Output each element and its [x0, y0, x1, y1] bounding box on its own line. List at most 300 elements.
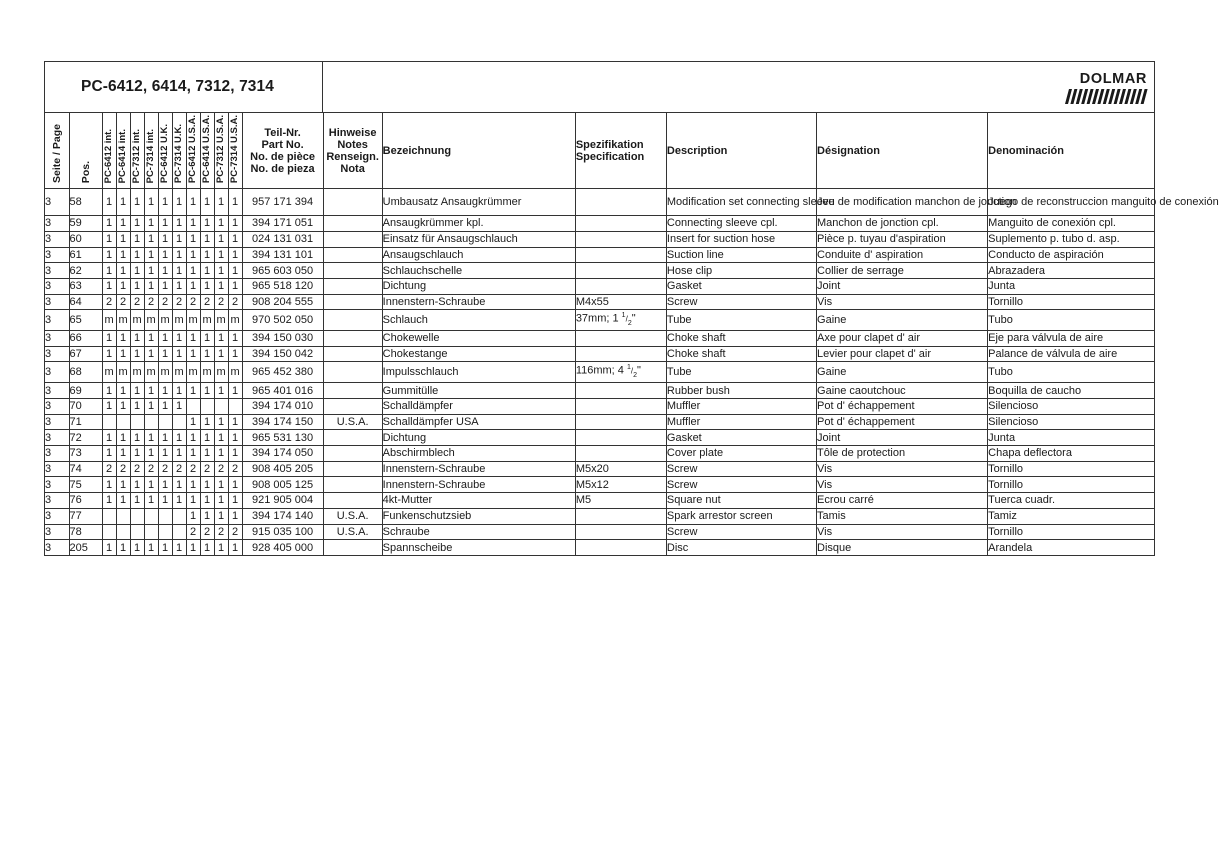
- page-cell: 3: [45, 477, 69, 493]
- designation-cell: Conduite d' aspiration: [817, 247, 988, 263]
- quantity-cell: 2: [172, 294, 186, 310]
- parts-sheet: [44, 61, 1219, 556]
- position-cell: 59: [69, 216, 102, 232]
- quantity-cell: 1: [116, 189, 130, 216]
- quantity-cell: 2: [228, 461, 242, 477]
- bezeichnung-cell: Schlauchschelle: [382, 263, 575, 279]
- parts-table: [45, 113, 1219, 555]
- denominacion-cell: Tornillo: [988, 461, 1154, 477]
- notes-cell: U.S.A.: [323, 414, 382, 430]
- quantity-cell: 1: [200, 263, 214, 279]
- bezeichnung-cell: Abschirmblech: [382, 446, 575, 462]
- quantity-cell: m: [214, 310, 228, 331]
- quantity-cell: m: [186, 362, 200, 383]
- quantity-cell: 1: [102, 477, 116, 493]
- quantity-cell: 1: [144, 383, 158, 399]
- part-number-cell: 965 531 130: [242, 430, 323, 446]
- quantity-cell: 2: [186, 524, 200, 540]
- part-number-cell: 915 035 100: [242, 524, 323, 540]
- quantity-cell: 1: [102, 189, 116, 216]
- page-cell: 3: [45, 247, 69, 263]
- designation-cell: Gaine caoutchouc: [817, 383, 988, 399]
- quantity-cell: 2: [116, 461, 130, 477]
- quantity-cell: 1: [144, 399, 158, 415]
- col-header-model: PC-7314 U.K.: [172, 113, 186, 189]
- bezeichnung-cell: Dichtung: [382, 430, 575, 446]
- bezeichnung-cell: 4kt-Mutter: [382, 493, 575, 509]
- part-number-cell: 908 204 555: [242, 294, 323, 310]
- col-header-model: PC-6412 U.S.A.: [186, 113, 200, 189]
- page-cell: 3: [45, 493, 69, 509]
- quantity-cell: 1: [116, 331, 130, 347]
- spec-cell: [575, 399, 666, 415]
- position-cell: 75: [69, 477, 102, 493]
- page-cell: 3: [45, 540, 69, 556]
- position-cell: 68: [69, 362, 102, 383]
- quantity-cell: 1: [200, 540, 214, 556]
- designation-cell: Vis: [817, 524, 988, 540]
- denominacion-cell: Conducto de aspiración: [988, 247, 1154, 263]
- quantity-cell: 1: [102, 430, 116, 446]
- quantity-cell: 1: [144, 446, 158, 462]
- quantity-cell: 1: [186, 263, 200, 279]
- quantity-cell: [102, 414, 116, 430]
- quantity-cell: 1: [102, 231, 116, 247]
- description-cell: Suction line: [666, 247, 816, 263]
- quantity-cell: 1: [144, 346, 158, 362]
- quantity-cell: [158, 508, 172, 524]
- col-header-page: Seite / Page: [45, 113, 69, 189]
- quantity-cell: 1: [130, 493, 144, 509]
- quantity-cell: 1: [102, 540, 116, 556]
- page-cell: 3: [45, 231, 69, 247]
- notes-cell: [323, 493, 382, 509]
- part-number-cell: 394 131 101: [242, 247, 323, 263]
- position-cell: 67: [69, 346, 102, 362]
- table-row: [45, 310, 1154, 331]
- table-row: [45, 493, 1154, 509]
- quantity-cell: 1: [200, 477, 214, 493]
- spec-cell: [575, 278, 666, 294]
- description-cell: Muffler: [666, 399, 816, 415]
- brand-name: DOLMAR: [1079, 71, 1147, 87]
- quantity-cell: m: [228, 362, 242, 383]
- quantity-cell: 1: [228, 346, 242, 362]
- quantity-cell: 1: [116, 446, 130, 462]
- description-cell: Gasket: [666, 430, 816, 446]
- quantity-cell: 1: [102, 216, 116, 232]
- quantity-cell: 1: [158, 331, 172, 347]
- quantity-cell: 1: [186, 508, 200, 524]
- position-cell: 62: [69, 263, 102, 279]
- table-row: [45, 263, 1154, 279]
- quantity-cell: 1: [158, 346, 172, 362]
- page-cell: 3: [45, 216, 69, 232]
- col-header-model: PC-6412 U.K.: [158, 113, 172, 189]
- quantity-cell: 1: [102, 399, 116, 415]
- description-cell: Connecting sleeve cpl.: [666, 216, 816, 232]
- designation-cell: Joint: [817, 430, 988, 446]
- quantity-cell: m: [130, 362, 144, 383]
- quantity-cell: 1: [200, 278, 214, 294]
- quantity-cell: m: [130, 310, 144, 331]
- description-cell: Tube: [666, 310, 816, 331]
- quantity-cell: [116, 524, 130, 540]
- quantity-cell: 1: [200, 414, 214, 430]
- quantity-cell: 1: [102, 278, 116, 294]
- quantity-cell: 1: [172, 477, 186, 493]
- table-row: [45, 331, 1154, 347]
- description-cell: Screw: [666, 477, 816, 493]
- quantity-cell: 1: [172, 493, 186, 509]
- spec-cell: [575, 331, 666, 347]
- quantity-cell: m: [228, 310, 242, 331]
- quantity-cell: 1: [214, 508, 228, 524]
- col-header-model: PC-7314 U.S.A.: [228, 113, 242, 189]
- notes-cell: [323, 189, 382, 216]
- notes-cell: [323, 477, 382, 493]
- notes-cell: [323, 278, 382, 294]
- spec-cell: [575, 508, 666, 524]
- table-row: [45, 508, 1154, 524]
- spec-cell: M5x12: [575, 477, 666, 493]
- notes-cell: [323, 540, 382, 556]
- quantity-cell: 1: [172, 540, 186, 556]
- denominacion-cell: Silencioso: [988, 414, 1154, 430]
- denominacion-cell: Tornillo: [988, 524, 1154, 540]
- quantity-cell: 2: [102, 294, 116, 310]
- quantity-cell: 1: [102, 383, 116, 399]
- quantity-cell: 1: [130, 263, 144, 279]
- notes-cell: [323, 231, 382, 247]
- quantity-cell: 2: [200, 294, 214, 310]
- description-cell: Disc: [666, 540, 816, 556]
- quantity-cell: [116, 508, 130, 524]
- quantity-cell: 1: [186, 414, 200, 430]
- description-cell: Choke shaft: [666, 346, 816, 362]
- quantity-cell: 2: [102, 461, 116, 477]
- quantity-cell: 1: [144, 430, 158, 446]
- denominacion-cell: Tubo: [988, 310, 1154, 331]
- table-row: [45, 362, 1154, 383]
- col-header-bezeichnung: Bezeichnung: [382, 113, 575, 189]
- page-cell: 3: [45, 331, 69, 347]
- col-header-notes: Hinweise Notes Renseign. Nota: [323, 113, 382, 189]
- quantity-cell: 1: [228, 508, 242, 524]
- position-cell: 205: [69, 540, 102, 556]
- quantity-cell: 1: [116, 278, 130, 294]
- quantity-cell: 2: [144, 294, 158, 310]
- bezeichnung-cell: Schlauch: [382, 310, 575, 331]
- position-cell: 74: [69, 461, 102, 477]
- spec-cell: [575, 263, 666, 279]
- quantity-cell: 1: [130, 540, 144, 556]
- quantity-cell: 1: [214, 247, 228, 263]
- quantity-cell: 2: [172, 461, 186, 477]
- page-cell: 3: [45, 399, 69, 415]
- quantity-cell: 2: [158, 461, 172, 477]
- quantity-cell: 1: [186, 477, 200, 493]
- quantity-cell: [144, 508, 158, 524]
- quantity-cell: 1: [214, 477, 228, 493]
- designation-cell: Jeu de modification manchon de jonction: [817, 189, 988, 216]
- quantity-cell: 1: [172, 189, 186, 216]
- quantity-cell: 1: [200, 247, 214, 263]
- part-number-cell: 394 150 042: [242, 346, 323, 362]
- designation-cell: Joint: [817, 278, 988, 294]
- spec-cell: [575, 216, 666, 232]
- quantity-cell: 1: [200, 331, 214, 347]
- quantity-cell: 1: [172, 399, 186, 415]
- part-number-cell: 908 005 125: [242, 477, 323, 493]
- page-cell: 3: [45, 278, 69, 294]
- quantity-cell: 1: [172, 446, 186, 462]
- title-band: [45, 62, 1154, 113]
- part-number-cell: 928 405 000: [242, 540, 323, 556]
- quantity-cell: 2: [144, 461, 158, 477]
- quantity-cell: 1: [130, 247, 144, 263]
- spec-cell: M5x20: [575, 461, 666, 477]
- part-number-cell: 394 174 140: [242, 508, 323, 524]
- bezeichnung-cell: Schraube: [382, 524, 575, 540]
- page-cell: 3: [45, 263, 69, 279]
- quantity-cell: 1: [214, 414, 228, 430]
- quantity-cell: m: [214, 362, 228, 383]
- quantity-cell: 1: [102, 263, 116, 279]
- part-number-cell: 970 502 050: [242, 310, 323, 331]
- position-cell: 65: [69, 310, 102, 331]
- quantity-cell: 1: [200, 508, 214, 524]
- quantity-cell: 1: [116, 247, 130, 263]
- quantity-cell: 1: [102, 346, 116, 362]
- quantity-cell: 1: [116, 231, 130, 247]
- table-row: [45, 461, 1154, 477]
- quantity-cell: m: [200, 310, 214, 331]
- part-number-cell: 908 405 205: [242, 461, 323, 477]
- description-cell: Screw: [666, 461, 816, 477]
- table-row: [45, 294, 1154, 310]
- quantity-cell: 1: [116, 430, 130, 446]
- denominacion-cell: Tuerca cuadr.: [988, 493, 1154, 509]
- quantity-cell: 1: [158, 383, 172, 399]
- quantity-cell: 1: [130, 278, 144, 294]
- table-row: [45, 399, 1154, 415]
- quantity-cell: 1: [130, 231, 144, 247]
- quantity-cell: 1: [116, 216, 130, 232]
- col-header-designation: Désignation: [817, 113, 988, 189]
- description-cell: Tube: [666, 362, 816, 383]
- position-cell: 58: [69, 189, 102, 216]
- table-row: [45, 346, 1154, 362]
- quantity-cell: 1: [186, 383, 200, 399]
- quantity-cell: 1: [130, 399, 144, 415]
- quantity-cell: 1: [158, 430, 172, 446]
- quantity-cell: 1: [144, 493, 158, 509]
- quantity-cell: m: [186, 310, 200, 331]
- position-cell: 64: [69, 294, 102, 310]
- quantity-cell: [102, 508, 116, 524]
- brand-logo: [1063, 71, 1147, 104]
- designation-cell: Pot d' échappement: [817, 414, 988, 430]
- quantity-cell: 1: [228, 216, 242, 232]
- quantity-cell: [130, 524, 144, 540]
- quantity-cell: 1: [228, 263, 242, 279]
- denominacion-cell: Silencioso: [988, 399, 1154, 415]
- spec-cell: [575, 430, 666, 446]
- position-cell: 60: [69, 231, 102, 247]
- quantity-cell: 1: [158, 477, 172, 493]
- position-cell: 77: [69, 508, 102, 524]
- quantity-cell: 1: [214, 189, 228, 216]
- table-row: [45, 231, 1154, 247]
- quantity-cell: 1: [102, 247, 116, 263]
- bezeichnung-cell: Funkenschutzsieb: [382, 508, 575, 524]
- quantity-cell: 1: [130, 430, 144, 446]
- denominacion-cell: Tubo: [988, 362, 1154, 383]
- part-number-cell: 394 171 051: [242, 216, 323, 232]
- quantity-cell: [144, 524, 158, 540]
- quantity-cell: 1: [228, 477, 242, 493]
- spec-cell: [575, 189, 666, 216]
- spec-cell: [575, 346, 666, 362]
- quantity-cell: 1: [186, 331, 200, 347]
- quantity-cell: 2: [186, 294, 200, 310]
- quantity-cell: 1: [130, 446, 144, 462]
- quantity-cell: 2: [228, 524, 242, 540]
- page-cell: 3: [45, 294, 69, 310]
- quantity-cell: 1: [144, 331, 158, 347]
- position-cell: 78: [69, 524, 102, 540]
- col-header-part-no: Teil-Nr. Part No. No. de pièce No. de pieza: [242, 113, 323, 189]
- quantity-cell: m: [172, 310, 186, 331]
- quantity-cell: 1: [130, 331, 144, 347]
- quantity-cell: 1: [214, 446, 228, 462]
- quantity-cell: 1: [214, 540, 228, 556]
- page-cell: 3: [45, 446, 69, 462]
- quantity-cell: 1: [144, 231, 158, 247]
- quantity-cell: 1: [158, 446, 172, 462]
- quantity-cell: [102, 524, 116, 540]
- quantity-cell: m: [172, 362, 186, 383]
- quantity-cell: [172, 524, 186, 540]
- quantity-cell: 1: [186, 430, 200, 446]
- brand-cell: [323, 62, 1154, 112]
- designation-cell: Tamis: [817, 508, 988, 524]
- bezeichnung-cell: Schalldämpfer: [382, 399, 575, 415]
- quantity-cell: [116, 414, 130, 430]
- quantity-cell: [214, 399, 228, 415]
- quantity-cell: 2: [130, 294, 144, 310]
- table-row: [45, 430, 1154, 446]
- quantity-cell: 1: [144, 189, 158, 216]
- col-header-model: PC-6414 int.: [116, 113, 130, 189]
- col-header-model: PC-7314 int.: [144, 113, 158, 189]
- denominacion-cell: Abrazadera: [988, 263, 1154, 279]
- denominacion-cell: Tornillo: [988, 294, 1154, 310]
- description-cell: Modification set connecting sleeve: [666, 189, 816, 216]
- quantity-cell: 1: [200, 493, 214, 509]
- quantity-cell: 1: [200, 216, 214, 232]
- quantity-cell: 1: [228, 331, 242, 347]
- part-number-cell: 394 174 010: [242, 399, 323, 415]
- description-cell: Muffler: [666, 414, 816, 430]
- spec-cell: [575, 310, 666, 331]
- quantity-cell: [130, 508, 144, 524]
- quantity-cell: 2: [228, 294, 242, 310]
- designation-cell: Levier pour clapet d' air: [817, 346, 988, 362]
- part-number-cell: 965 452 380: [242, 362, 323, 383]
- page-title: PC-6412, 6414, 7312, 7314: [81, 78, 274, 95]
- table-row: [45, 383, 1154, 399]
- quantity-cell: 1: [200, 231, 214, 247]
- spec-cell: [575, 524, 666, 540]
- quantity-cell: 1: [214, 383, 228, 399]
- spec-cell: [575, 247, 666, 263]
- position-cell: 76: [69, 493, 102, 509]
- quantity-cell: 1: [228, 189, 242, 216]
- notes-cell: [323, 294, 382, 310]
- quantity-cell: 1: [172, 263, 186, 279]
- bezeichnung-cell: Ansaugkrümmer kpl.: [382, 216, 575, 232]
- designation-cell: Vis: [817, 294, 988, 310]
- quantity-cell: [158, 414, 172, 430]
- description-cell: Cover plate: [666, 446, 816, 462]
- spec-denominator: 2: [627, 320, 632, 328]
- denominacion-cell: Junta: [988, 278, 1154, 294]
- page-cell: 3: [45, 508, 69, 524]
- quantity-cell: 1: [186, 540, 200, 556]
- table-row: [45, 477, 1154, 493]
- quantity-cell: 1: [130, 383, 144, 399]
- col-header-pos: Pos.: [69, 113, 102, 189]
- quantity-cell: 1: [144, 477, 158, 493]
- quantity-cell: 1: [214, 493, 228, 509]
- page-cell: 3: [45, 414, 69, 430]
- model-title-cell: [45, 62, 323, 112]
- quantity-cell: 1: [214, 430, 228, 446]
- denominacion-cell: Juego de reconstruccion manguito de conexión: [988, 189, 1154, 216]
- quantity-cell: 1: [228, 446, 242, 462]
- table-row: [45, 189, 1154, 216]
- page-cell: 3: [45, 524, 69, 540]
- designation-cell: Vis: [817, 477, 988, 493]
- bezeichnung-cell: Innenstern-Schraube: [382, 461, 575, 477]
- designation-cell: Gaine: [817, 310, 988, 331]
- spec-cell: [575, 231, 666, 247]
- page-cell: 3: [45, 362, 69, 383]
- notes-cell: [323, 461, 382, 477]
- quantity-cell: 1: [144, 263, 158, 279]
- quantity-cell: 1: [228, 540, 242, 556]
- quantity-cell: 1: [172, 430, 186, 446]
- quantity-cell: 1: [130, 477, 144, 493]
- spec-main: 37mm; 1: [575, 312, 622, 325]
- quantity-cell: 1: [158, 540, 172, 556]
- quantity-cell: 1: [186, 278, 200, 294]
- quantity-cell: 1: [228, 383, 242, 399]
- notes-cell: [323, 346, 382, 362]
- bezeichnung-cell: Impulsschlauch: [382, 362, 575, 383]
- spec-cell: M5: [575, 493, 666, 509]
- designation-cell: Collier de serrage: [817, 263, 988, 279]
- table-row: [45, 278, 1154, 294]
- position-cell: 71: [69, 414, 102, 430]
- quantity-cell: 1: [214, 331, 228, 347]
- quantity-cell: 1: [102, 446, 116, 462]
- quantity-cell: 1: [200, 189, 214, 216]
- page-cell: 3: [45, 383, 69, 399]
- quantity-cell: 1: [186, 189, 200, 216]
